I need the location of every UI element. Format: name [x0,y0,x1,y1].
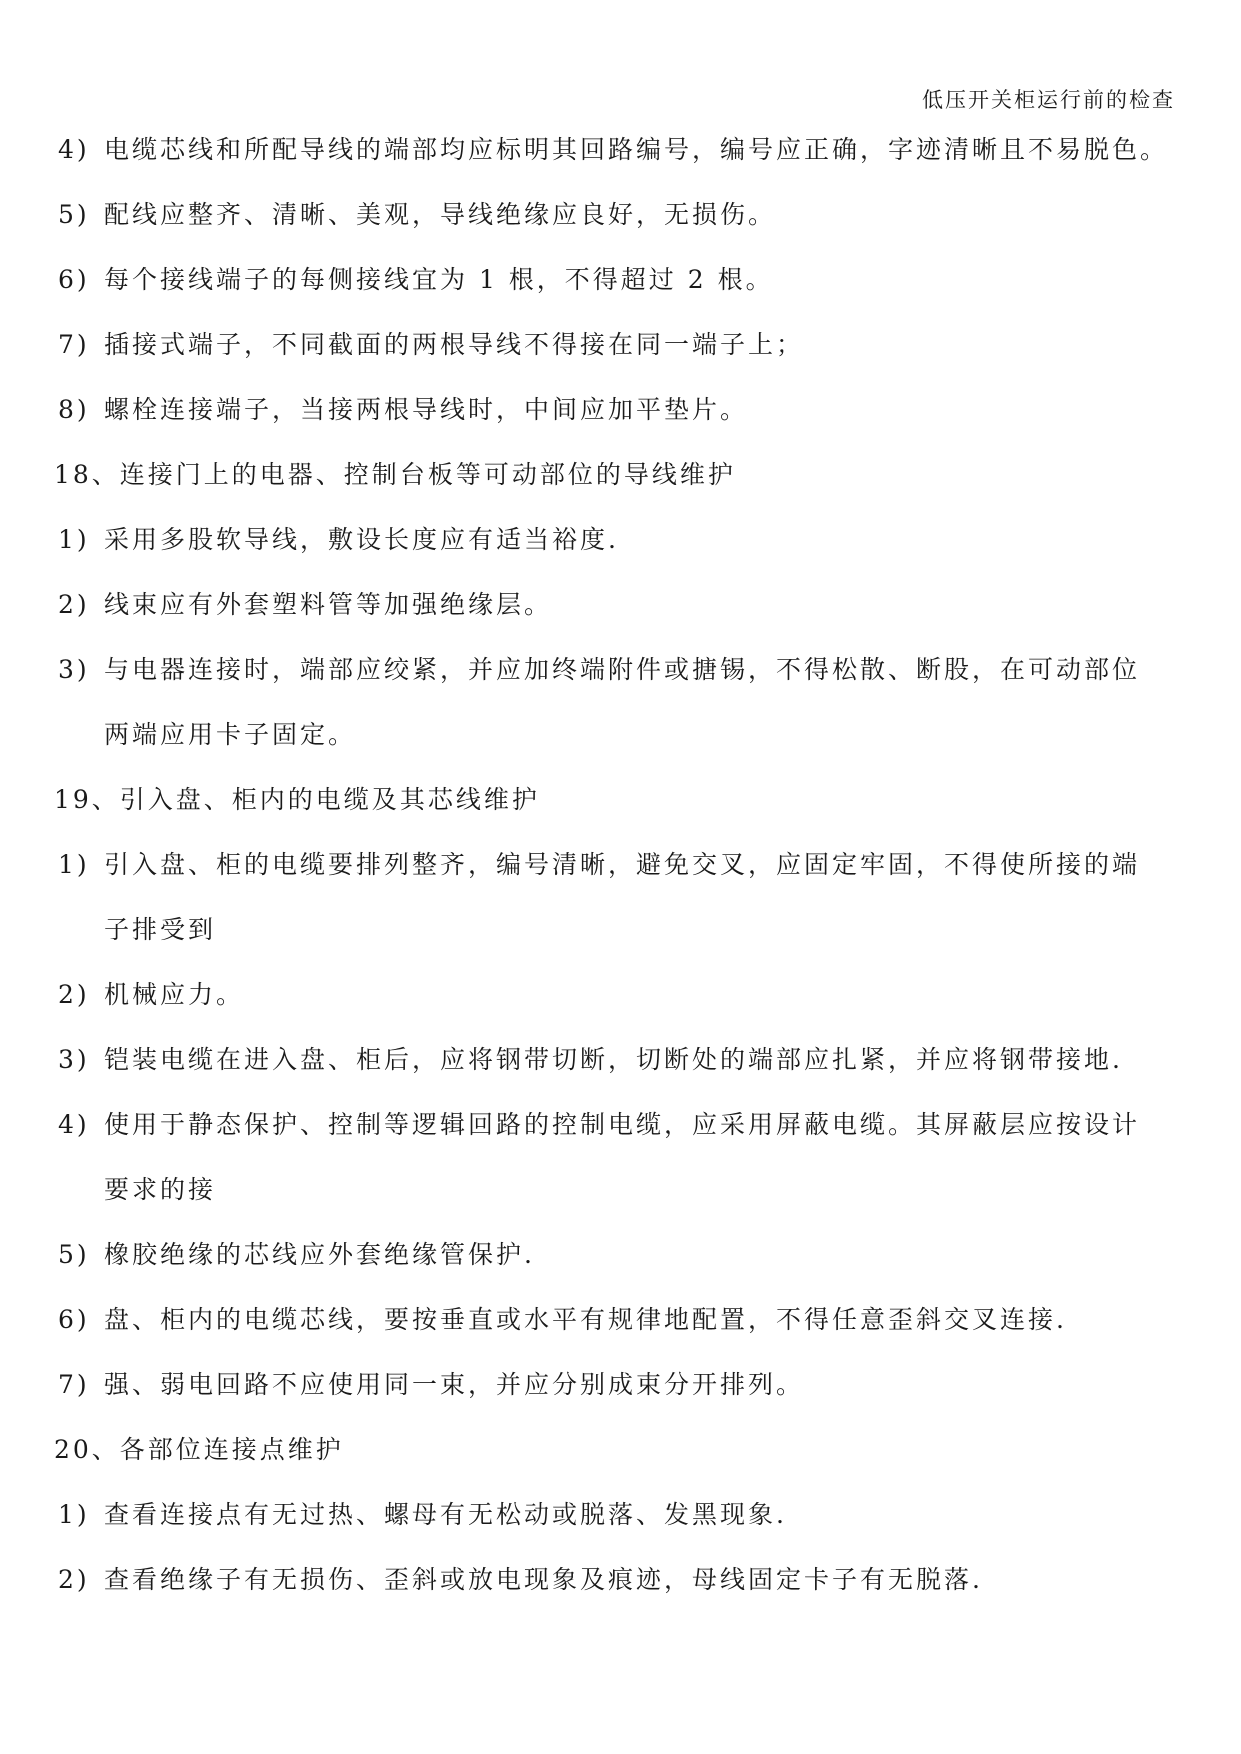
item-number: 7) [58,330,90,359]
item-text: 每个接线端子的每侧接线宜为 1 根，不得超过 2 根。 [104,265,774,294]
item-text: 电缆芯线和所配导线的端部均应标明其回路编号，编号应正确，字迹清晰且不易脱色。 [104,135,1169,164]
heading-text: 20、各部位连接点维护 [54,1435,344,1464]
item-number: 1) [58,1500,90,1529]
item-text: 两端应用卡子固定。 [104,720,357,749]
item-number: 3) [58,1045,90,1074]
list-item-continuation [54,908,1164,973]
item-number: 4) [58,135,90,164]
item-text: 插接式端子，不同截面的两根导线不得接在同一端子上； [104,330,805,359]
item-text: 强、弱电回路不应使用同一束，并应分别成束分开排列。 [104,1370,805,1399]
section-heading [54,1428,1164,1493]
item-text: 查看连接点有无过热、螺母有无松动或脱落、发黑现象. [104,1500,787,1529]
item-text: 配线应整齐、清晰、美观，导线绝缘应良好，无损伤。 [104,200,777,229]
list-item [54,1558,1164,1623]
list-item [54,518,1164,583]
item-text: 采用多股软导线，敷设长度应有适当裕度. [104,525,619,554]
heading-text: 19、引入盘、柜内的电缆及其芯线维护 [54,785,540,814]
list-item [54,388,1164,453]
section-heading [54,453,1164,518]
item-text: 使用于静态保护、控制等逻辑回路的控制电缆，应采用屏蔽电缆。其屏蔽层应按设计 [104,1110,1141,1139]
heading-text: 18、连接门上的电器、控制台板等可动部位的导线维护 [54,460,736,489]
list-item [54,1233,1164,1298]
item-number: 2) [58,590,90,619]
item-text: 盘、柜内的电缆芯线，要按垂直或水平有规律地配置，不得任意歪斜交叉连接. [104,1305,1067,1334]
list-item [54,1493,1164,1558]
page-header-title: 低压开关柜运行前的检查 [922,88,1175,112]
item-text: 引入盘、柜的电缆要排列整齐，编号清晰，避免交叉，应固定牢固，不得使所接的端 [104,850,1141,879]
item-text: 橡胶绝缘的芯线应外套绝缘管保护. [104,1240,535,1269]
list-item [54,1038,1164,1103]
list-item [54,583,1164,648]
list-item [54,1103,1164,1168]
item-text: 铠装电缆在进入盘、柜后，应将钢带切断，切断处的端部应扎紧，并应将钢带接地. [104,1045,1123,1074]
item-text: 查看绝缘子有无损伤、歪斜或放电现象及痕迹，母线固定卡子有无脱落. [104,1565,983,1594]
list-item [54,843,1164,908]
list-item-continuation [54,713,1164,778]
list-item [54,128,1169,193]
section-heading [54,778,1164,843]
item-number: 4) [58,1110,90,1139]
item-number: 3) [58,655,90,684]
item-text: 与电器连接时，端部应绞紧，并应加终端附件或搪锡，不得松散、断股，在可动部位 [104,655,1141,684]
item-text: 线束应有外套塑料管等加强绝缘层。 [104,590,553,619]
item-text: 子排受到 [104,915,217,944]
item-text: 要求的接 [104,1175,217,1204]
item-number: 8) [58,395,90,424]
item-number: 1) [58,850,90,879]
list-item [54,323,1164,388]
item-number: 5) [58,200,90,229]
list-item [54,973,1164,1038]
item-text: 螺栓连接端子，当接两根导线时，中间应加平垫片。 [104,395,749,424]
item-number: 5) [58,1240,90,1269]
item-number: 6) [58,1305,90,1334]
list-item [54,1363,1164,1428]
list-item [54,193,1164,258]
item-number: 6) [58,265,90,294]
item-number: 2) [58,980,90,1009]
item-number: 1) [58,525,90,554]
list-item [54,1298,1164,1363]
document-body [54,128,1169,1623]
item-text: 机械应力。 [104,980,245,1009]
list-item-continuation [54,1168,1164,1233]
item-number: 2) [58,1565,90,1594]
list-item [54,258,1164,323]
item-number: 7) [58,1370,90,1399]
list-item [54,648,1164,713]
